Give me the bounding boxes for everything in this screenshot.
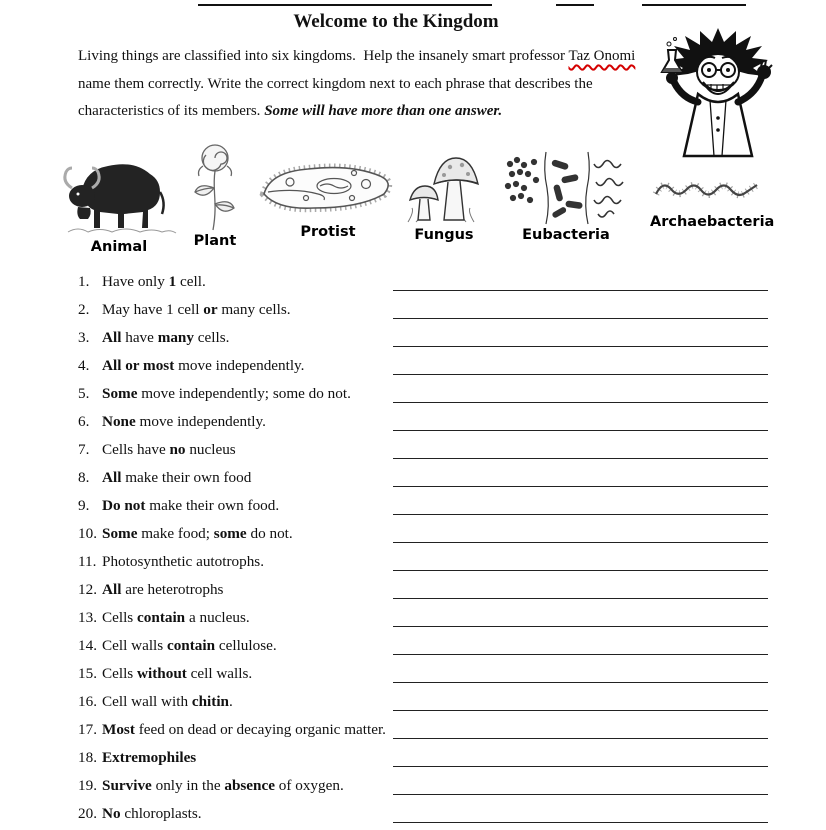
question-text: All or most move independently. xyxy=(102,357,305,374)
mushrooms-icon xyxy=(404,150,484,226)
question-number: 17. xyxy=(78,721,97,738)
question-number: 4. xyxy=(78,357,90,374)
question-number: 11. xyxy=(78,553,97,570)
question-row xyxy=(78,464,768,492)
answer-blank[interactable] xyxy=(393,458,768,459)
question-number: 20. xyxy=(78,805,97,822)
question-number: 6. xyxy=(78,413,90,430)
answer-blank[interactable] xyxy=(393,318,768,319)
answer-blank[interactable] xyxy=(393,486,768,487)
kingdom-figure-fungus xyxy=(404,150,484,243)
intro-paragraph xyxy=(78,43,650,126)
question-row xyxy=(78,520,768,548)
kingdom-label-plant: Plant xyxy=(193,233,237,249)
question-text: Most feed on dead or decaying organic matter. xyxy=(102,721,386,738)
question-number: 5. xyxy=(78,385,90,402)
question-text: Some make food; some do not. xyxy=(102,525,293,542)
question-row xyxy=(78,744,768,772)
answer-blank[interactable] xyxy=(393,598,768,599)
question-row xyxy=(78,492,768,520)
question-text: Photosynthetic autotrophs. xyxy=(102,553,264,570)
question-number: 2. xyxy=(78,301,90,318)
question-text: Survive only in the absence of oxygen. xyxy=(102,777,344,794)
question-number: 7. xyxy=(78,441,90,458)
kingdom-label-archaebacteria: Archaebacteria xyxy=(650,214,775,230)
answer-blank[interactable] xyxy=(393,570,768,571)
question-text: Cells have no nucleus xyxy=(102,441,236,458)
question-row xyxy=(78,604,768,632)
question-number: 18. xyxy=(78,749,97,766)
question-number: 3. xyxy=(78,329,90,346)
question-number: 13. xyxy=(78,609,97,626)
question-text: Cell wall with chitin. xyxy=(102,693,233,710)
buffalo-icon xyxy=(60,150,178,238)
question-row xyxy=(78,436,768,464)
question-number: 19. xyxy=(78,777,97,794)
kingdom-figure-protist xyxy=(256,158,400,240)
answer-blank[interactable] xyxy=(393,654,768,655)
question-row xyxy=(78,296,768,324)
question-text: All are heterotrophs xyxy=(102,581,224,598)
question-row xyxy=(78,548,768,576)
spirillum-icon xyxy=(652,174,764,208)
question-row xyxy=(78,688,768,716)
answer-blank[interactable] xyxy=(393,626,768,627)
professor-figure xyxy=(648,28,783,166)
question-number: 16. xyxy=(78,693,97,710)
kingdom-figure-archaebacteria xyxy=(650,174,775,230)
question-number: 9. xyxy=(78,497,90,514)
question-list xyxy=(78,268,768,828)
question-row xyxy=(78,324,768,352)
answer-blank[interactable] xyxy=(393,710,768,711)
answer-blank[interactable] xyxy=(393,290,768,291)
question-text: No chloroplasts. xyxy=(102,805,202,822)
question-row xyxy=(78,268,768,296)
mad-scientist-professor-icon xyxy=(648,28,783,166)
answer-blank[interactable] xyxy=(393,402,768,403)
kingdom-label-fungus: Fungus xyxy=(414,227,474,243)
question-text: Do not make their own food. xyxy=(102,497,280,514)
rose-icon xyxy=(183,140,247,232)
question-text: Cells without cell walls. xyxy=(102,665,253,682)
kingdom-figure-eubacteria xyxy=(500,150,632,243)
kingdom-label-eubacteria: Eubacteria xyxy=(522,227,610,243)
header-period-blank-line xyxy=(642,4,746,6)
question-text: All have many cells. xyxy=(102,329,230,346)
answer-blank[interactable] xyxy=(393,822,768,823)
question-row xyxy=(78,408,768,436)
question-row xyxy=(78,660,768,688)
question-number: 10. xyxy=(78,525,97,542)
answer-blank[interactable] xyxy=(393,682,768,683)
intro-segment: Some will have more than one answer. xyxy=(264,103,503,120)
answer-blank[interactable] xyxy=(393,514,768,515)
intro-segment: Taz Onomi xyxy=(568,48,636,64)
intro-segment: Living things are classified into six kingdoms. Help the insanely smart professor xyxy=(78,48,569,64)
header-name-blank-line xyxy=(198,4,492,6)
question-text: All make their own food xyxy=(102,469,252,486)
question-row xyxy=(78,632,768,660)
answer-blank[interactable] xyxy=(393,346,768,347)
kingdom-label-animal: Animal xyxy=(90,239,148,255)
question-row xyxy=(78,716,768,744)
question-row xyxy=(78,380,768,408)
question-text: Cell walls contain cellulose. xyxy=(102,637,277,654)
bacteria-panel-icon xyxy=(500,150,632,226)
question-text: Cells contain a nucleus. xyxy=(102,609,250,626)
kingdom-figure-animal xyxy=(60,150,178,255)
question-text: Extremophiles xyxy=(102,749,197,766)
question-number: 15. xyxy=(78,665,97,682)
answer-blank[interactable] xyxy=(393,794,768,795)
question-number: 8. xyxy=(78,469,90,486)
question-text: Some move independently; some do not. xyxy=(102,385,351,402)
question-row xyxy=(78,576,768,604)
header-date-blank-line xyxy=(556,4,594,6)
question-number: 1. xyxy=(78,273,90,290)
question-text: None move independently. xyxy=(102,413,266,430)
question-number: 14. xyxy=(78,637,97,654)
answer-blank[interactable] xyxy=(393,430,768,431)
intro-segment: name them correctly. Write the correct kingdom next to each phrase that describes the characteristics of its members. xyxy=(78,75,593,120)
question-row xyxy=(78,772,768,800)
question-row xyxy=(78,800,768,828)
answer-blank[interactable] xyxy=(393,374,768,375)
answer-blank[interactable] xyxy=(393,738,768,739)
question-text: May have 1 cell or many cells. xyxy=(102,301,291,318)
answer-blank[interactable] xyxy=(393,766,768,767)
question-text: Have only 1 cell. xyxy=(102,273,206,290)
paramecium-icon xyxy=(256,158,400,218)
question-row xyxy=(78,352,768,380)
answer-blank[interactable] xyxy=(393,542,768,543)
worksheet-title: Welcome to the Kingdom xyxy=(293,11,499,32)
kingdom-label-protist: Protist xyxy=(300,224,356,240)
kingdom-figure-plant xyxy=(183,140,247,249)
question-number: 12. xyxy=(78,581,97,598)
